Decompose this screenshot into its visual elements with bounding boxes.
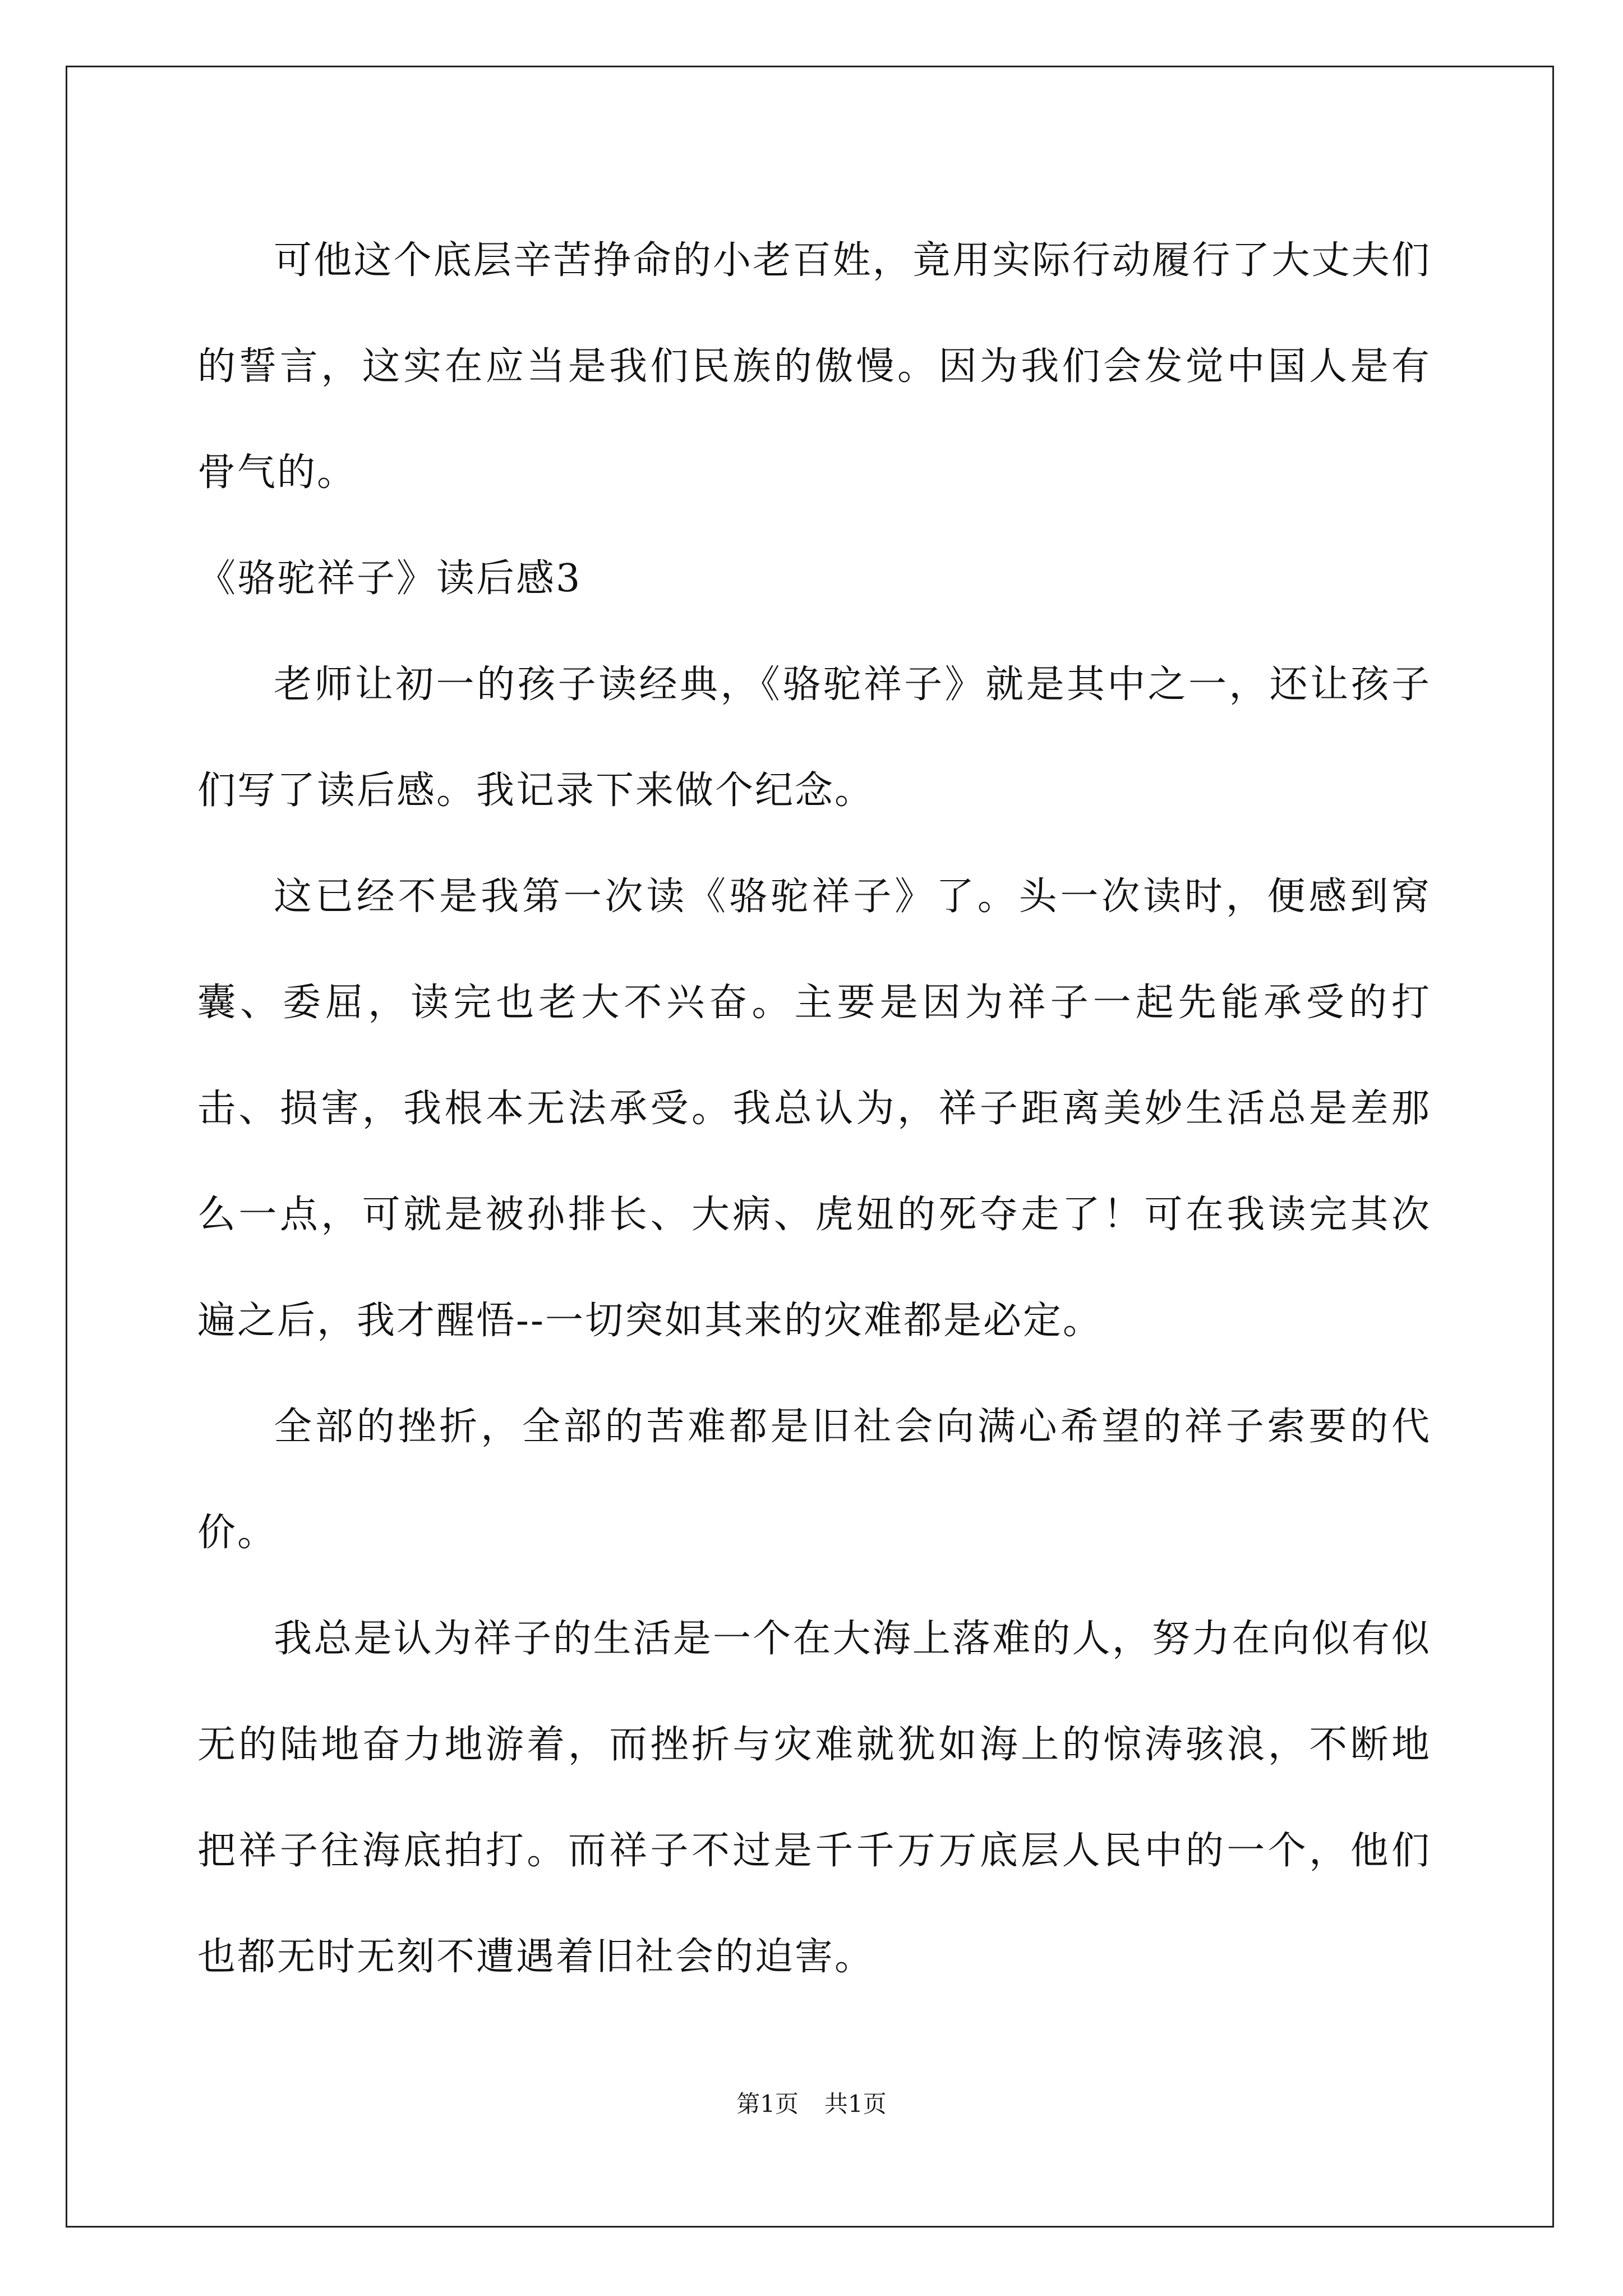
section-heading: 《骆驼祥子》读后感3 [197,556,582,601]
paragraph-continuation: 可他这个底层辛苦挣命的小老百姓，竟用实际行动履行了大丈夫们的誓言，这实在应当是我们民族的傲慢。因为我们会发觉中国人是有骨气的。 [197,238,1431,495]
page-footer [0,2086,1623,2119]
paragraph: 全部的挫折，全部的苦难都是旧社会向满心希望的祥子索要的代价。 [197,1405,1431,1555]
document-body [197,208,1431,2010]
paragraph: 我总是认为祥子的生活是一个在大海上落难的人，努力在向似有似无的陆地奋力地游着，而挫折与灾难就犹如海上的惊涛骇浪，不断地把祥子往海底拍打。而祥子不过是千千万万底层人民中的一个，他们也都无时无刻不遭遇着旧社会的迫害。 [197,1617,1431,1979]
paragraph: 老师让初一的孩子读经典，《骆驼祥子》就是其中之一，还让孩子们写了读后感。我记录下来做个纪念。 [197,662,1431,813]
paragraph: 这已经不是我第一次读《骆驼祥子》了。头一次读时，便感到窝囊、委屈，读完也老大不兴奋。主要是因为祥子一起先能承受的打击、损害，我根本无法承受。我总认为，祥子距离美妙生活总是差那么一点，可就是被孙排长、大病、虎妞的死夺走了！可在我读完其次遍之后，我才醒悟--一切突如其来的灾难都是必定。 [197,875,1431,1343]
page-number: 第1页 [736,2090,799,2118]
page-total: 共1页 [824,2090,887,2118]
